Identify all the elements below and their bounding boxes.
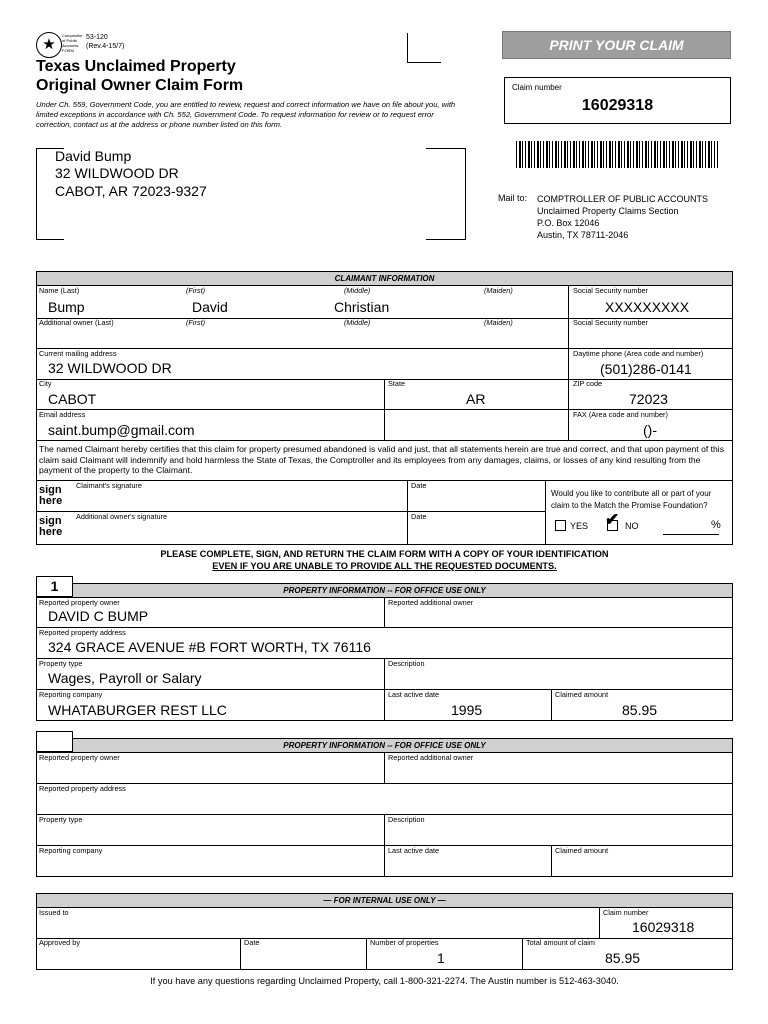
col-line — [551, 845, 552, 877]
instruction — [36, 549, 733, 572]
additional-signature-field[interactable] — [74, 521, 404, 543]
ssn-label: Social Security number — [573, 286, 649, 295]
col-line — [568, 285, 569, 440]
address-line1: David Bump — [55, 148, 132, 164]
claimant-last-name[interactable]: Bump — [48, 299, 85, 315]
p2-last-active-label: Last active date — [388, 846, 440, 855]
mail-to-line2: Unclaimed Property Claims Section — [537, 206, 679, 216]
p1-type-label: Property type — [39, 659, 83, 668]
p1-company: WHATABURGER REST LLC — [48, 702, 227, 718]
address-bracket-top-right — [426, 148, 466, 149]
col-line — [366, 938, 367, 970]
col-line — [384, 658, 385, 721]
col-line — [522, 938, 523, 970]
address-line2: 32 WILDWOOD DR — [55, 165, 179, 181]
mail-to-label: Mail to: — [498, 193, 528, 203]
form-title-line1: Texas Unclaimed Property — [36, 58, 236, 75]
certification-text: The named Claimant hereby certifies that this claim for property presumed abandoned is valid and just, that all statements herein are true and correct, and that upon payment of this claim said Claimant will indemnify and hold harmless the State of Texas, the Comptroller and its employees from any damages, claims, or losses of any kind resulting from the payment of the property to the Claimant. — [39, 444, 725, 475]
name-last-label: Name (Last) — [39, 286, 80, 295]
sign-here-marker-2: sign here — [39, 515, 63, 538]
no-label: NO — [625, 521, 639, 531]
name-first-label: (First) — [186, 286, 206, 295]
p1-owner-label: Reported property owner — [39, 598, 120, 607]
additional-middle-label: (Middle) — [344, 318, 371, 327]
footer-text: If you have any questions regarding Unclaimed Property, call 1-800-321-2274. The Austin number is 512-463-3040. — [150, 976, 619, 986]
address-bracket-bottom-left — [36, 239, 64, 240]
claim-number: 16029318 — [581, 97, 654, 114]
fax-number[interactable]: ()- — [643, 422, 657, 438]
col-line — [384, 597, 385, 627]
name-middle-label: (Middle) — [344, 286, 371, 295]
corner-mark-base — [407, 62, 441, 63]
form-number: 53-120 — [86, 34, 108, 41]
internal-date-label: Date — [244, 938, 260, 947]
col-line — [599, 907, 600, 938]
internal-claim-number: 16029318 — [632, 919, 695, 935]
number-of-properties: 1 — [437, 950, 445, 966]
daytime-phone[interactable]: (501)286-0141 — [600, 361, 692, 377]
p1-address-label: Reported property address — [39, 628, 126, 637]
property-1-header: PROPERTY INFORMATION -- FOR OFFICE USE ONLY — [37, 584, 732, 598]
mail-to-line1: COMPTROLLER OF PUBLIC ACCOUNTS — [537, 194, 709, 204]
claim-number-label: Claim number — [512, 83, 562, 92]
total-amount-label: Total amount of claim — [526, 938, 595, 947]
name-maiden-label: (Maiden) — [484, 286, 513, 295]
col-line — [545, 480, 546, 544]
fax-label: FAX (Area code and number) — [573, 410, 668, 419]
p1-add-owner-label: Reported additional owner — [388, 598, 474, 607]
additional-first-label: (First) — [186, 318, 206, 327]
checkmark-icon: ✔ — [605, 510, 620, 529]
address-bracket-right — [465, 148, 466, 240]
claimant-ssn[interactable]: XXXXXXXXX — [605, 299, 690, 315]
internal-header: — FOR INTERNAL USE ONLY — — [37, 894, 732, 908]
p1-desc-label: Description — [388, 659, 425, 668]
internal-claim-label: Claim number — [603, 908, 649, 917]
total-amount: 85.95 — [605, 950, 641, 966]
zip-code[interactable]: 72023 — [629, 391, 668, 407]
p1-claimed-amount: 85.95 — [622, 702, 658, 718]
seal-text: Comptroller of Public Accounts FORM — [62, 33, 83, 53]
mail-to-address — [537, 193, 708, 241]
email-address[interactable]: saint.bump@gmail.com — [48, 422, 195, 438]
claimant-signature-field[interactable] — [74, 490, 404, 510]
state[interactable]: AR — [466, 391, 486, 407]
p2-company-label: Reporting company — [39, 846, 103, 855]
additional-owner-label: Additional owner (Last) — [39, 318, 114, 327]
claimant-header: CLAIMANT INFORMATION — [37, 272, 732, 286]
instruction-line2: EVEN IF YOU ARE UNABLE TO PROVIDE ALL THE REQUESTED DOCUMENTS. — [212, 560, 557, 571]
property-2-header: PROPERTY INFORMATION -- FOR OFFICE USE ONLY — [37, 739, 732, 753]
col-line — [384, 379, 385, 440]
mailing-address[interactable]: 32 WILDWOOD DR — [48, 360, 172, 376]
issued-to-label: Issued to — [39, 908, 69, 917]
city[interactable]: CABOT — [48, 391, 97, 407]
barcode-icon — [516, 141, 718, 168]
city-label: City — [39, 379, 52, 388]
property-number-2 — [36, 731, 73, 752]
yes-checkbox[interactable] — [555, 520, 566, 531]
p2-type-label: Property type — [39, 815, 83, 824]
form-title-line2: Original Owner Claim Form — [36, 77, 244, 94]
date-label-1: Date — [411, 481, 427, 490]
percent-sign: % — [711, 519, 721, 531]
yes-label: YES — [570, 521, 589, 531]
address-line3: CABOT, AR 72023-9327 — [55, 183, 207, 199]
col-line — [240, 938, 241, 970]
address-bracket-bottom-right — [426, 239, 466, 240]
p1-address: 324 GRACE AVENUE #B FORT WORTH, TX 76116 — [48, 639, 371, 655]
address-bracket-left — [36, 148, 37, 240]
row-line — [36, 783, 733, 784]
state-label: State — [388, 379, 406, 388]
p2-add-owner-label: Reported additional owner — [388, 753, 474, 762]
print-claim-button[interactable]: PRINT YOUR CLAIM — [502, 31, 731, 59]
comptroller-seal-icon: ★ — [36, 32, 62, 58]
instruction-line1: PLEASE COMPLETE, SIGN, AND RETURN THE CLAIM FORM WITH A COPY OF YOUR IDENTIFICATION — [160, 549, 609, 559]
p1-last-active-label: Last active date — [388, 690, 440, 699]
p1-type: Wages, Payroll or Salary — [48, 670, 202, 686]
mail-to-line3: P.O. Box 12046 — [537, 218, 600, 228]
email-label: Email address — [39, 410, 86, 419]
mailing-address-label: Current mailing address — [39, 349, 117, 358]
row-line — [36, 440, 733, 441]
intro-text: Under Ch. 559, Government Code, you are entitled to review, request and correct information we have on file about you, with limited exceptions in accordance with Ch. 552, Government Code. To request information for review or to request error correction, contact us at the address or phone number listed on this form. — [36, 100, 456, 129]
p2-desc-label: Description — [388, 815, 425, 824]
corner-mark — [407, 33, 408, 63]
additional-ssn-label: Social Security number — [573, 318, 649, 327]
p2-owner-label: Reported property owner — [39, 753, 120, 762]
claimant-first-name[interactable]: David — [192, 299, 228, 315]
contribute-question: Would you like to contribute all or part of your claim to the Match the Promise Foundation? — [551, 489, 712, 510]
col-line — [384, 814, 385, 877]
additional-signature-date[interactable] — [408, 521, 544, 543]
number-of-properties-label: Number of properties — [370, 938, 439, 947]
form-revision: (Rev.4-15/7) — [86, 43, 125, 50]
col-line — [384, 752, 385, 783]
col-line — [551, 689, 552, 721]
claimant-middle-name[interactable]: Christian — [334, 299, 390, 315]
property-number-1: 1 — [36, 576, 73, 597]
additional-maiden-label: (Maiden) — [484, 318, 513, 327]
p1-claimed-label: Claimed amount — [555, 690, 609, 699]
percent-underline — [663, 534, 719, 535]
mail-to-line4: Austin, TX 78711-2046 — [537, 230, 629, 240]
p1-company-label: Reporting company — [39, 690, 103, 699]
sign-here-marker-1: sign here — [39, 484, 63, 507]
approved-by-label: Approved by — [39, 938, 80, 947]
p1-owner: DAVID C BUMP — [48, 608, 149, 624]
p2-address-label: Reported property address — [39, 784, 126, 793]
p1-last-active: 1995 — [451, 702, 483, 718]
claimant-signature-label: Claimant's signature — [76, 481, 142, 490]
p2-claimed-label: Claimed amount — [555, 846, 609, 855]
additional-signature-label: Additional owner's signature — [76, 512, 168, 521]
phone-label: Daytime phone (Area code and number) — [573, 349, 704, 358]
date-label-2: Date — [411, 512, 427, 521]
row-line — [36, 627, 733, 628]
claimant-signature-date[interactable] — [408, 490, 544, 510]
zip-label: ZIP code — [573, 379, 603, 388]
